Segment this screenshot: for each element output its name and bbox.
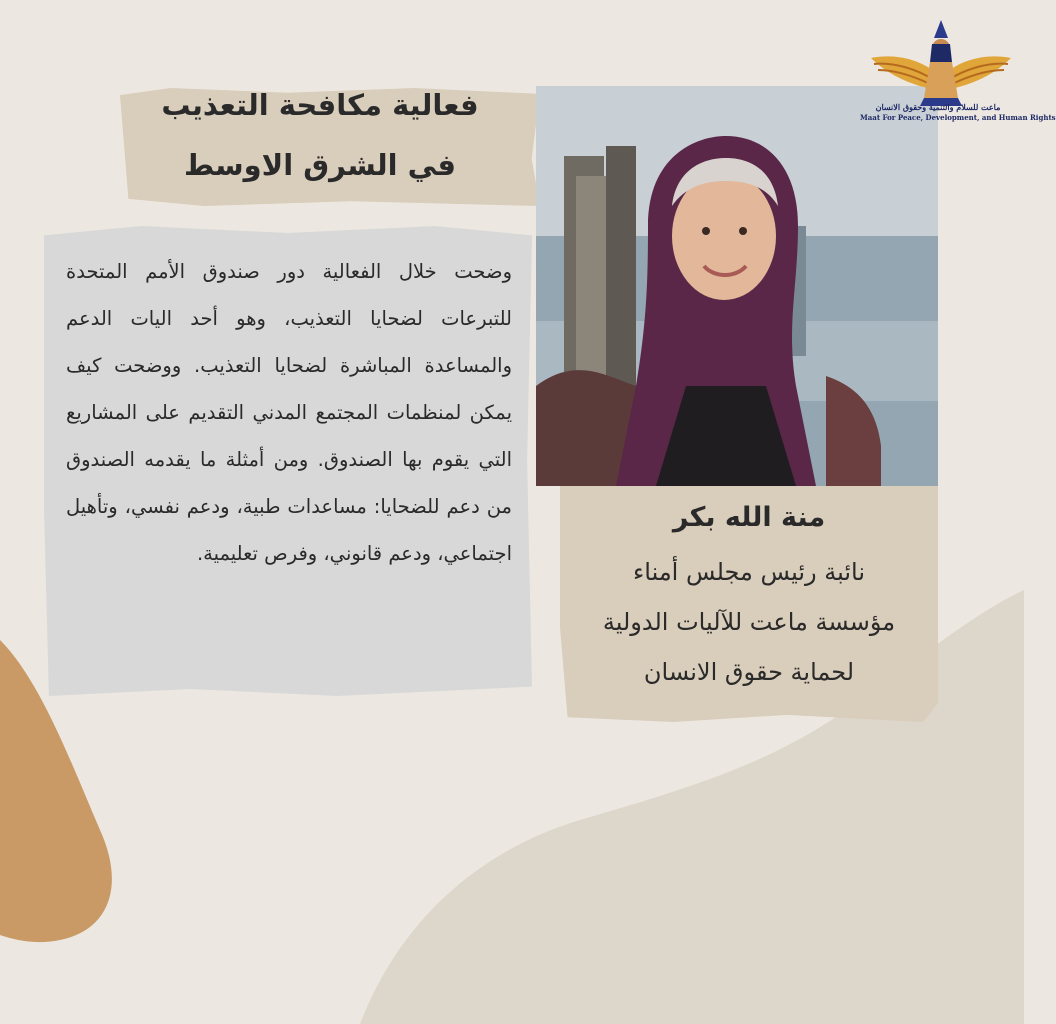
body-paragraph: وضحت خلال الفعالية دور صندوق الأمم المتحدة للتبرعات لضحايا التعذيب، وهو أحد اليات الدعم والمساعدة المباشرة لضحايا التعذيب. ووضحت كيف يمكن لمنظمات المجتمع المدني التقديم على المشاريع التي يقوم بها الصندوق. ومن أمثلة ما يقدمه الصندوق من دعم للضحايا: مساعدات طبية، ودعم نفسي، وتأهيل اجتماعي، ودعم قانوني، وفرص تعليمية. <box>66 260 512 565</box>
speaker-role-line2: مؤسسة ماعت للآليات الدولية <box>602 608 896 636</box>
speaker-name: منة الله بكر <box>672 502 826 533</box>
speaker-role-line1: نائبة رئيس مجلس أمناء <box>632 558 866 586</box>
event-subtitle: في الشرق الاوسط <box>184 148 456 182</box>
logo-english-text: Maat For Peace, Development, and Human Rights <box>860 113 1056 122</box>
logo-arabic-text: ماعت للسلام والتنمية وحقوق الانسان <box>875 102 1001 112</box>
event-title: فعالية مكافحة التعذيب <box>161 88 479 122</box>
speaker-role-line3: لحماية حقوق الانسان <box>643 658 855 686</box>
speaker-portrait <box>536 86 938 486</box>
speaker-photo <box>536 86 938 486</box>
